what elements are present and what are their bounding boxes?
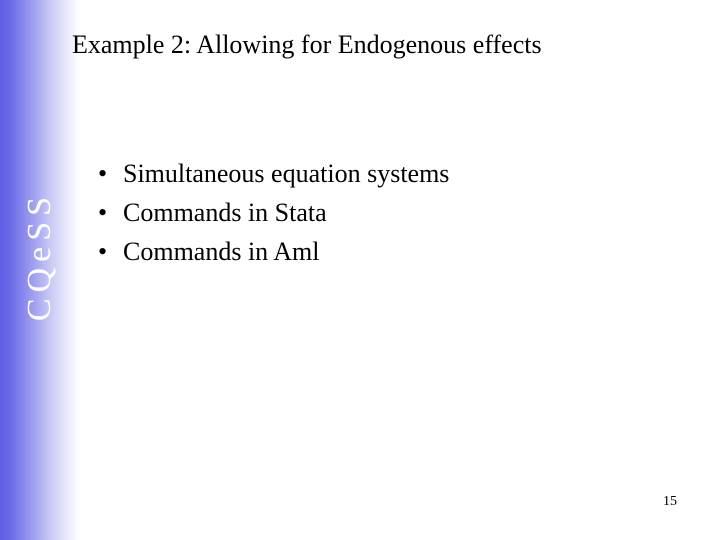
slide-title: Example 2: Allowing for Endogenous effects	[72, 30, 542, 59]
bullet-icon: •	[98, 198, 108, 227]
bullet-item	[98, 193, 449, 232]
page-number: 15	[663, 494, 677, 509]
bullet-item	[98, 232, 449, 271]
bullet-text: Simultaneous equation systems	[123, 159, 450, 188]
bullet-icon: •	[98, 159, 108, 188]
side-logo-text: CQeSS	[21, 190, 58, 322]
bullet-list	[98, 154, 449, 271]
bullet-text: Commands in Stata	[123, 198, 327, 227]
side-band	[0, 0, 80, 540]
bullet-item	[98, 154, 449, 193]
bullet-icon: •	[98, 237, 108, 266]
bullet-text: Commands in Aml	[123, 237, 320, 266]
